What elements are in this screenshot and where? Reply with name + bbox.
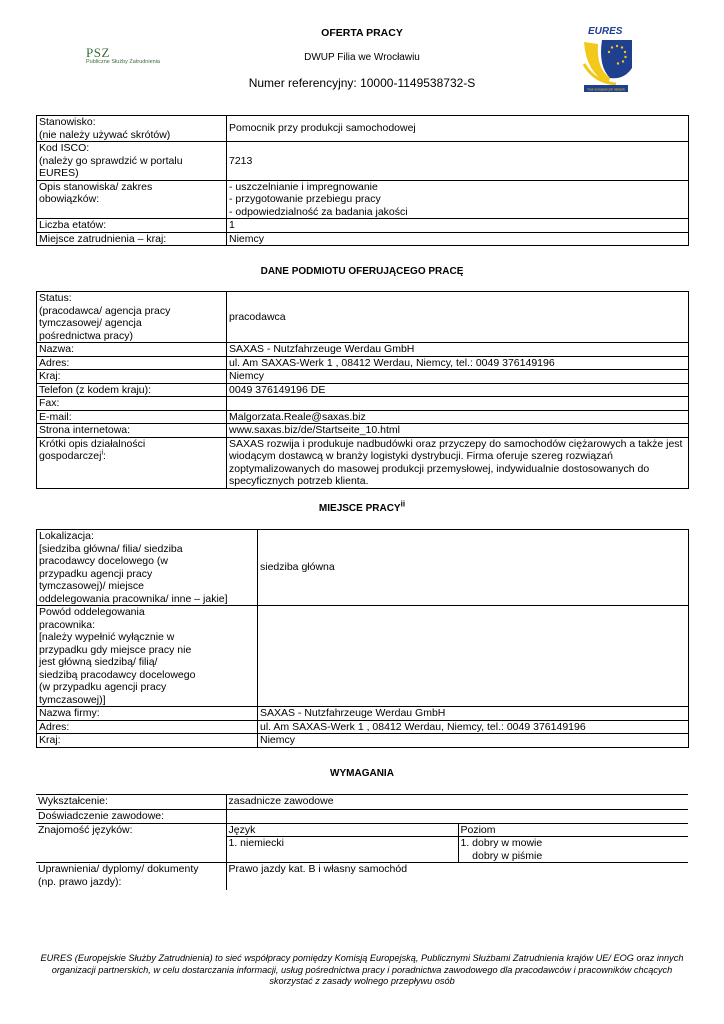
employment-country-label: Miejsce zatrudnienia – kraj: [37, 232, 227, 246]
company-name-value: SAXAS - Nutzfahrzeuge Werdau GmbH [227, 343, 689, 357]
label-colon: : [103, 450, 106, 462]
location-value: siedziba główna [258, 530, 689, 606]
language-value: 1. niemiecki [226, 837, 458, 863]
employer-table [36, 291, 689, 489]
business-description-label [37, 437, 227, 488]
country-label: Kraj: [37, 370, 227, 384]
workplace-company-value: SAXAS - Nutzfahrzeuge Werdau GmbH [258, 707, 689, 721]
table-row [36, 863, 688, 890]
status-value: pracodawca [227, 292, 689, 343]
location-label: Lokalizacja: [siedziba główna/ filia/ siedziba pracodawcy docelowego (w przypadku agencji pracy tymczasowej)/ miejsce oddelegowania pracownika/ inne – jakie] [37, 530, 258, 606]
job-description-value: - uszczelnianie i impregnowanie - przygotowanie przebiegu pracy - odpowiedzialność za badania jakości [227, 180, 689, 219]
isco-code-label: Kod ISCO: (należy go sprawdzić w portalu EURES) [37, 142, 227, 181]
workplace-country-value: Niemcy [258, 734, 689, 748]
website-value: www.saxas.biz/de/Startseite_10.html [227, 424, 689, 438]
table-row [37, 410, 689, 424]
eures-logo-tagline: Your european job network [587, 87, 625, 92]
job-description-label: Opis stanowiska/ zakres obowiązków: [37, 180, 227, 219]
table-row [37, 142, 689, 181]
eures-footer-note: EURES (Europejskie Służby Zatrudnienia) to sieć współpracy pomiędzy Komisją Europejską, Publicznymi Służbami Zatrudnienia krajów UE/ EOG oraz innych organizacji partnerskich, w celu dostarczania informacji, usług pośrednictwa pracy i poradnictwa zawodowego dla pracodawców i pracowników chcących skorzystać z zasady wolnego przepływu osób [40, 953, 684, 986]
education-label: Wykształcenie: [36, 795, 226, 810]
table-row [37, 530, 689, 606]
fax-label: Fax: [37, 397, 227, 411]
workplace-heading [0, 499, 724, 516]
table-row [36, 810, 688, 824]
table-row [37, 720, 689, 734]
job-title-label: Stanowisko: (nie należy używać skrótów) [37, 116, 227, 142]
address-value: ul. Am SAXAS-Werk 1 , 08412 Werdau, Niemcy, tel.: 0049 376149196 [227, 356, 689, 370]
job-title-value: Pomocnik przy produkcji samochodowej [227, 116, 689, 142]
workplace-country-label: Kraj: [37, 734, 258, 748]
employer-heading: DANE PODMIOTU OFERUJĄCEGO PRACĘ [260, 266, 464, 277]
business-description-value: SAXAS rozwija i produkuje nadbudówki oraz przyczepy do samochodów ciężarowych a także jest wiodącym dostawcą w branży logistyki dystrybucji. Firma oferuje szereg rozwiązań zoptymalizowanych do masowej produkcji przemysłowej, indywidualnie dostosowanych do specyficznych potrzeb klienta. [227, 437, 689, 488]
table-row [36, 795, 688, 810]
business-description-label-text: Krótki opis działalności gospodarczej [39, 437, 146, 462]
education-value: zasadnicze zawodowe [226, 795, 688, 810]
table-row [37, 370, 689, 384]
page-title: OFERTA PRACY [321, 27, 403, 39]
eures-logo-word: EURES [588, 26, 623, 37]
phone-value: 0049 376149196 DE [227, 383, 689, 397]
table-row [37, 116, 689, 142]
requirements-heading: WYMAGANIA [330, 768, 394, 779]
fax-value [227, 397, 689, 411]
workplace-company-label: Nazwa firmy: [37, 707, 258, 721]
table-row [36, 823, 688, 837]
table-row [37, 292, 689, 343]
status-label: Status: (pracodawca/ agencja pracy tymczasowej/ agencja pośrednictwa pracy) [37, 292, 227, 343]
phone-label: Telefon (z kodem kraju): [37, 383, 227, 397]
table-row [37, 707, 689, 721]
table-row [37, 397, 689, 411]
workplace-table [36, 529, 689, 748]
workplace-address-label: Adres: [37, 720, 258, 734]
email-value: Malgorzata.Reale@saxas.biz [227, 410, 689, 424]
table-row [37, 232, 689, 246]
table-row [37, 424, 689, 438]
table-row [37, 219, 689, 233]
footnote-marker: i [101, 449, 104, 457]
workplace-address-value: ul. Am SAXAS-Werk 1 , 08412 Werdau, Niemcy, tel.: 0049 376149196 [258, 720, 689, 734]
table-row [37, 356, 689, 370]
table-row [37, 437, 689, 488]
experience-value [226, 810, 688, 824]
table-row [37, 383, 689, 397]
secondment-reason-value [258, 606, 689, 707]
experience-label: Doświadczenie zawodowe: [36, 810, 226, 824]
reference-number: Numer referencyjny: 10000-1149538732-S [248, 76, 476, 90]
language-column-header: Język [226, 823, 458, 837]
email-label: E-mail: [37, 410, 227, 424]
footnote-marker: ii [400, 499, 406, 509]
licenses-label: Uprawnienia/ dyplomy/ dokumenty (np. prawo jazdy): [36, 863, 226, 890]
licenses-value: Prawo jazdy kat. B i własny samochód [226, 863, 688, 890]
positions-count-value: 1 [227, 219, 689, 233]
psz-logo-main: PSZ [86, 45, 110, 60]
table-row [37, 343, 689, 357]
level-column-header: Poziom [458, 823, 688, 837]
table-row [37, 734, 689, 748]
languages-label: Znajomość języków: [36, 823, 226, 863]
website-label: Strona internetowa: [37, 424, 227, 438]
company-name-label: Nazwa: [37, 343, 227, 357]
table-row [37, 180, 689, 219]
secondment-reason-label: Powód oddelegowania pracownika: [należy wypełnić wyłącznie w przypadku gdy miejsce pracy nie jest główną siedzibą/ filią/ siedzibą pracodawcy docelowego (w przypadku agencji pracy tymczasowej)] [37, 606, 258, 707]
psz-logo-sub: Publiczne Służby Zatrudnienia [86, 59, 160, 65]
isco-code-value: 7213 [227, 142, 689, 181]
office-name: DWUP Filia we Wrocławiu [304, 52, 420, 63]
table-row [37, 606, 689, 707]
country-value: Niemcy [227, 370, 689, 384]
address-label: Adres: [37, 356, 227, 370]
workplace-heading-text: MIEJSCE PRACY [318, 503, 401, 514]
requirements-table [36, 794, 688, 890]
positions-count-label: Liczba etatów: [37, 219, 227, 233]
position-table [36, 115, 689, 246]
level-value: 1. dobry w mowie dobry w piśmie [458, 837, 688, 863]
employment-country-value: Niemcy [227, 232, 689, 246]
